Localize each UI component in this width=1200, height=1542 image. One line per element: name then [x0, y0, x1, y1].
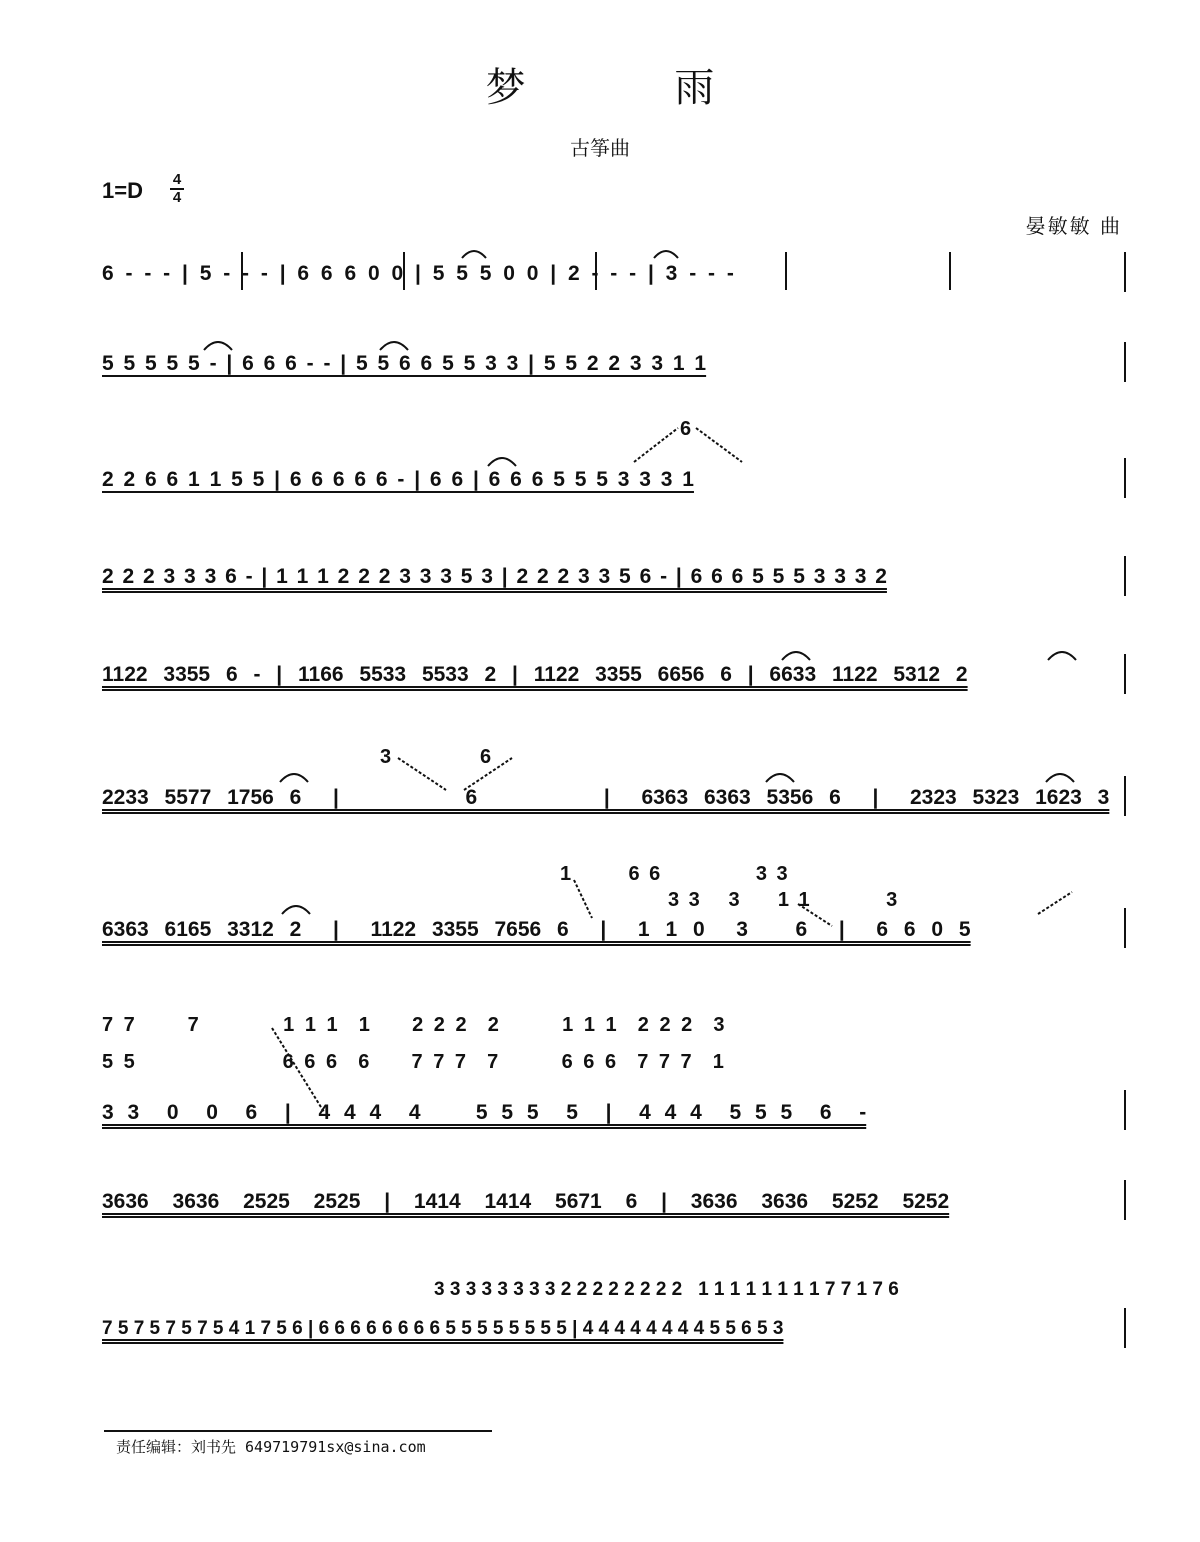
barline — [1124, 342, 1126, 382]
score-row-1: 6 - - - | 5 - - - | 6 6 6 0 0 | 5 5 5 0 0 | 2 - - - | 3 - - - — [102, 262, 734, 285]
slur — [204, 342, 232, 350]
composer-credit: 晏敏敏 曲 — [1025, 214, 1122, 238]
time-signature-bottom: 4 — [172, 189, 182, 206]
slur — [462, 251, 486, 258]
slur — [1048, 652, 1076, 660]
score-row-3-upper: 6 — [680, 418, 692, 440]
barline — [1124, 1308, 1126, 1348]
slur — [280, 774, 308, 782]
score-row-7-upper-2: 3 3 3 1 1 3 — [668, 889, 898, 911]
slur — [766, 774, 794, 782]
score-row-3: 2 2 6 6 1 1 5 5 | 6 6 6 6 6 - | 6 6 | 6 6 6 5 5 5 3 3 3 1 — [102, 468, 694, 491]
editor-credit: 责任编辑：刘书先 649719791sx@sina.com — [116, 1438, 426, 1456]
slur — [782, 652, 810, 660]
score-row-4: 2 2 2 3 3 3 6 - | 1 1 1 2 2 2 3 3 3 5 3 | 2 2 2 3 3 5 6 - | 6 6 6 5 5 5 3 3 3 2 — [102, 565, 887, 588]
song-title: 梦 雨 — [485, 65, 783, 111]
score-row-6-upper: 3 6 — [380, 746, 492, 768]
score-row-8-upper-2: 5 5 6 6 6 6 7 7 7 7 6 6 6 7 7 7 1 — [102, 1051, 724, 1073]
time-signature-top: 4 — [170, 172, 184, 190]
score-row-7: 6363 6165 3312 2 | 1122 3355 7656 6 | 1 1 0 3 6 | 6 6 0 5 — [102, 918, 971, 941]
glissando-line — [696, 428, 742, 462]
glissando-line — [634, 428, 678, 462]
slur — [380, 342, 408, 350]
score-row-5: 1122 3355 6 - | 1166 5533 5533 2 | 1122 3355 6656 6 | 6633 1122 5312 2 — [102, 663, 968, 686]
score-row-10: 7 5 7 5 7 5 7 5 4 1 7 5 6 | 6 6 6 6 6 6 6 6 5 5 5 5 5 5 5 5 | 4 4 4 4 4 4 4 4 5 5 6 5 3 — [102, 1318, 784, 1339]
slur — [1046, 774, 1074, 782]
slur — [282, 906, 310, 914]
barline — [1124, 1180, 1126, 1220]
glissando-line — [1038, 892, 1072, 914]
score-row-8-upper-1: 7 7 7 1 1 1 1 2 2 2 2 1 1 1 2 2 2 3 — [102, 1014, 725, 1036]
barline — [1124, 1090, 1126, 1130]
slur — [654, 251, 678, 258]
barline — [1124, 654, 1126, 694]
footer-divider — [104, 1430, 492, 1432]
score-row-8: 3 3 0 0 6 | 4 4 4 4 5 5 5 5 | 4 4 4 5 5 5 6 - — [102, 1101, 867, 1124]
score-row-7-upper-1: 1 6 6 3 3 — [560, 863, 788, 885]
key-signature: 1=D — [102, 178, 143, 203]
barline — [1124, 458, 1126, 498]
score-row-10-upper: 3 3 3 3 3 3 3 3 2 2 2 2 2 2 2 2 1 1 1 1 1 1 1 1 7 7 1 7 6 — [434, 1279, 899, 1300]
slur — [488, 458, 516, 466]
song-subtitle: 古筝曲 — [570, 136, 630, 160]
barline — [1124, 908, 1126, 948]
score-row-2: 5 5 5 5 5 - | 6 6 6 - - | 5 5 6 6 5 5 3 3 | 5 5 2 2 3 3 1 1 — [102, 352, 707, 375]
barline — [1124, 252, 1126, 292]
barline — [1124, 776, 1126, 816]
time-signature — [170, 172, 184, 206]
barline — [1124, 556, 1126, 596]
score-row-6: 2233 5577 1756 6 | 6 | 6363 6363 5356 6 | 2323 5323 1623 3 — [102, 786, 1110, 809]
score-row-9: 3636 3636 2525 2525 | 1414 1414 5671 6 | 3636 3636 5252 5252 — [102, 1190, 950, 1213]
